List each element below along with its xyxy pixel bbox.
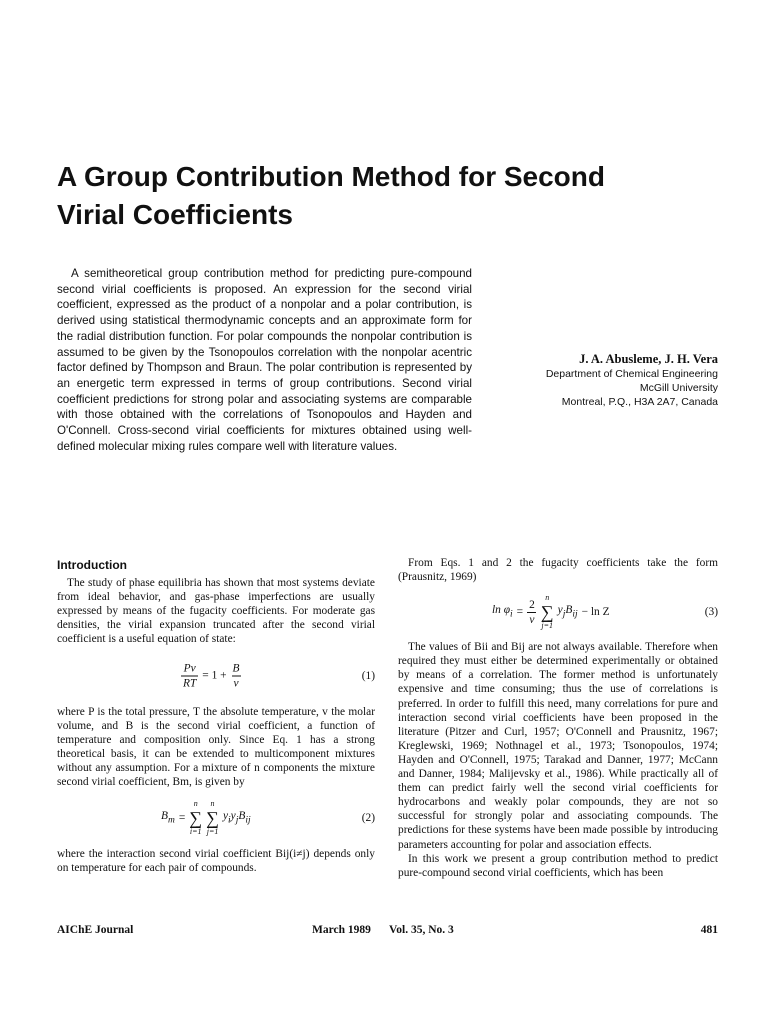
- equation-3: [398, 584, 718, 640]
- eq1-middle: = 1 +: [202, 669, 227, 682]
- eq3-tail: − ln Z: [581, 606, 610, 619]
- abstract: A semitheoretical group contribution method for predicting pure-compound second virial coefficients is proposed. An expression for the second virial coefficient, expressed as the product of a nonpolar and a polar contribution, is derived using statistical thermodynamic concepts and an approximate form for the radial distribution function. For polar compounds the nonpolar contribution is assumed to be given by the Tsonopoulos correlation with the nonpolar acentric factor defined by Thompson and Braun. The polar contribution is represented by an energetic term expressed in terms of group contributions. Second virial coefficient predictions for strong polar and associating systems are comparable with those obtained with the correlations of Tsonopoulos and Hayden and O'Connell. Cross-second virial coefficients for mixtures obtained using well-defined molecular mixing rules compare well with literature values.: [57, 267, 472, 453]
- eq2-sum-j: n ∑ j=1: [206, 799, 219, 837]
- footer-journal: AIChE Journal: [57, 924, 134, 936]
- right-paragraph-1: From Eqs. 1 and 2 the fugacity coefficients take the form (Prausnitz, 1969): [398, 557, 718, 584]
- equation-1: [57, 647, 375, 705]
- author-block: [500, 351, 718, 409]
- equation-2: [57, 789, 375, 847]
- author-university: McGill University: [639, 381, 718, 394]
- eq1-lhs-fraction: [181, 661, 198, 690]
- eq1-rhs-numerator: B: [232, 662, 240, 675]
- author-department: Department of Chemical Engineering: [545, 368, 718, 380]
- eq3-sum: n ∑ j=1: [540, 593, 554, 631]
- eq1-lhs-denominator: RT: [183, 677, 197, 690]
- eq2-equals: =: [178, 812, 186, 825]
- eq2-number: (2): [361, 812, 375, 825]
- eq1-lhs-numerator: Pv: [183, 662, 196, 675]
- intro-paragraph-1: The study of phase equilibria has shown that most systems deviate from ideal behavior, and gas-phase imperfections are usually expressed by means of the fugacity coefficients. For moderate gas densities, the virial expansion truncated after the second virial coefficient is a useful equation of state:: [57, 577, 375, 646]
- eq1-number: (1): [361, 669, 375, 682]
- eq3-lhs: $\ln \varphi_i$: [492, 604, 513, 620]
- eq1-rhs-fraction: [231, 661, 242, 690]
- eq3-body: $y_jB_{ij}$: [557, 604, 578, 620]
- footer-volume: Vol. 35, No. 3: [389, 924, 454, 936]
- eq3-number: (3): [704, 606, 718, 619]
- eq1-rhs-denominator: v: [233, 677, 239, 690]
- right-paragraph-3: In this work we present a group contribution method to predict pure-compound second virial coefficients, which has been: [398, 852, 718, 879]
- intro-paragraph-2: where P is the total pressure, T the absolute temperature, v the molar volume, and B is the second virial coefficient, a function of temperature and composition only. Since Eq. 1 has a strong theoretical basis, it can be extended to multicomponent mixtures without any assumption. For a mixture of n components the mixture second virial coefficient, Bm, is given by: [57, 705, 375, 789]
- title-line-2: Virial Coefficients: [57, 199, 294, 230]
- footer-date: March 1989: [312, 924, 371, 936]
- footer-page-number: 481: [700, 924, 718, 936]
- author-names: J. A. Abusleme, J. H. Vera: [579, 352, 718, 366]
- author-address: Montreal, P.Q., H3A 2A7, Canada: [561, 395, 718, 408]
- eq3-equals: =: [516, 606, 524, 619]
- eq3-fraction: $\frac{2}{v}$: [529, 598, 535, 626]
- paper-title: [57, 158, 717, 234]
- right-paragraph-2: The values of Bii and Bij are not always available. Therefore when required they must either be determined experimentally or obtained by means of a correlation. The former method is unfortunately expensive and time consuming; thus the use of correlations is preferred. In order to fulfill this need, many correlations for pure and interaction second virial coefficients have been proposed in the literature (Pitzer and Curl, 1957; O'Connell and Prausnitz, 1967; Kreglewski, 1969; Nothnagel et al., 1973; Tsonopoulos, 1974; Hayden and O'Connell, 1975; Tarakad and Danner, 1977; McCann and Danner, 1984; Malijevsky et al., 1986). While practically all of them can predict fairly well the second virial coefficients for hydrocarbons and weakly polar compounds, they are not so successful for strongly polar and associating compounds. The predictions for these systems have been made possible by introducing parameters accounting for polar and association effects.: [398, 641, 718, 851]
- introduction-heading: Introduction: [57, 558, 127, 572]
- left-column: [57, 556, 375, 875]
- right-column: [398, 556, 718, 880]
- title-line-1: A Group Contribution Method for Second: [57, 161, 605, 192]
- eq2-lhs: $B_m$: [161, 809, 175, 826]
- eq2-sum-i: n ∑ i=1: [189, 799, 203, 837]
- intro-paragraph-3: where the interaction second virial coefficient Bij(i≠j) depends only on temperature for each pair of compounds.: [57, 848, 375, 875]
- eq2-body: $y_iy_jB_{ij}$: [222, 809, 251, 826]
